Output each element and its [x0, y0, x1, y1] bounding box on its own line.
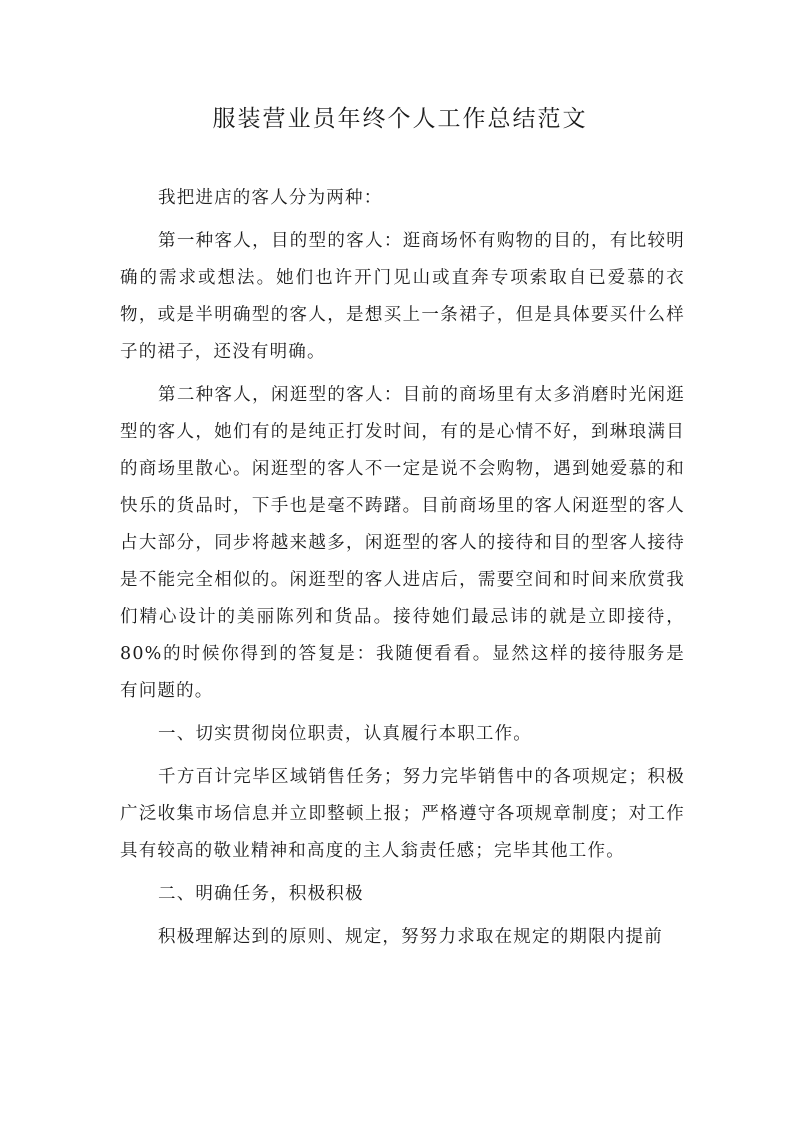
paragraph-customer-type-one: 第一种客人，目的型的客人：逛商场怀有购物的目的，有比较明确的需求或想法。她们也许开门见山或直奔专项索取自已爱慕的衣物，或是半明确型的客人，是想买上一条裙子，但是具体要买什么样子的裙子，还没有明确。	[120, 231, 685, 362]
section-heading-two: 二、明确任务，积极积极	[158, 884, 364, 904]
paragraph-section-one: 千方百计完毕区域销售任务；努力完毕销售中的各项规定；积极广泛收集市场信息并立即整顿上报；严格遵守各项规章制度；对工作具有较高的敬业精神和高度的主人翁责任感；完毕其他工作。	[120, 767, 685, 861]
document-body	[120, 180, 685, 962]
section-heading-one: 一、切实贯彻岗位职责，认真履行本职工作。	[158, 724, 532, 744]
paragraph-section-two: 积极理解达到的原则、规定，努努力求取在规定的期限内提前	[158, 927, 663, 947]
paragraph-intro: 我把进店的客人分为两种：	[158, 188, 383, 208]
paragraph-customer-type-two: 第二种客人，闲逛型的客人：目前的商场里有太多消磨时光闲逛型的客人，她们有的是纯正打发时间，有的是心情不好，到琳琅满目的商场里散心。闲逛型的客人不一定是说不会购物，遇到她爱慕的和快乐的货品时，下手也是毫不踌躇。目前商场里的客人闲逛型的客人占大部分，同步将越来越多，闲逛型的客人的接待和目的型客人接待是不能完全相似的。闲逛型的客人进店后，需要空间和时间来欣赏我们精心设计的美丽陈列和货品。接待她们最忌讳的就是立即接待，80%的时候你得到的答复是：我随便看看。显然这样的接待服务是有问题的。	[120, 385, 685, 701]
document-title: 服装营业员年终个人工作总结范文	[212, 106, 588, 132]
